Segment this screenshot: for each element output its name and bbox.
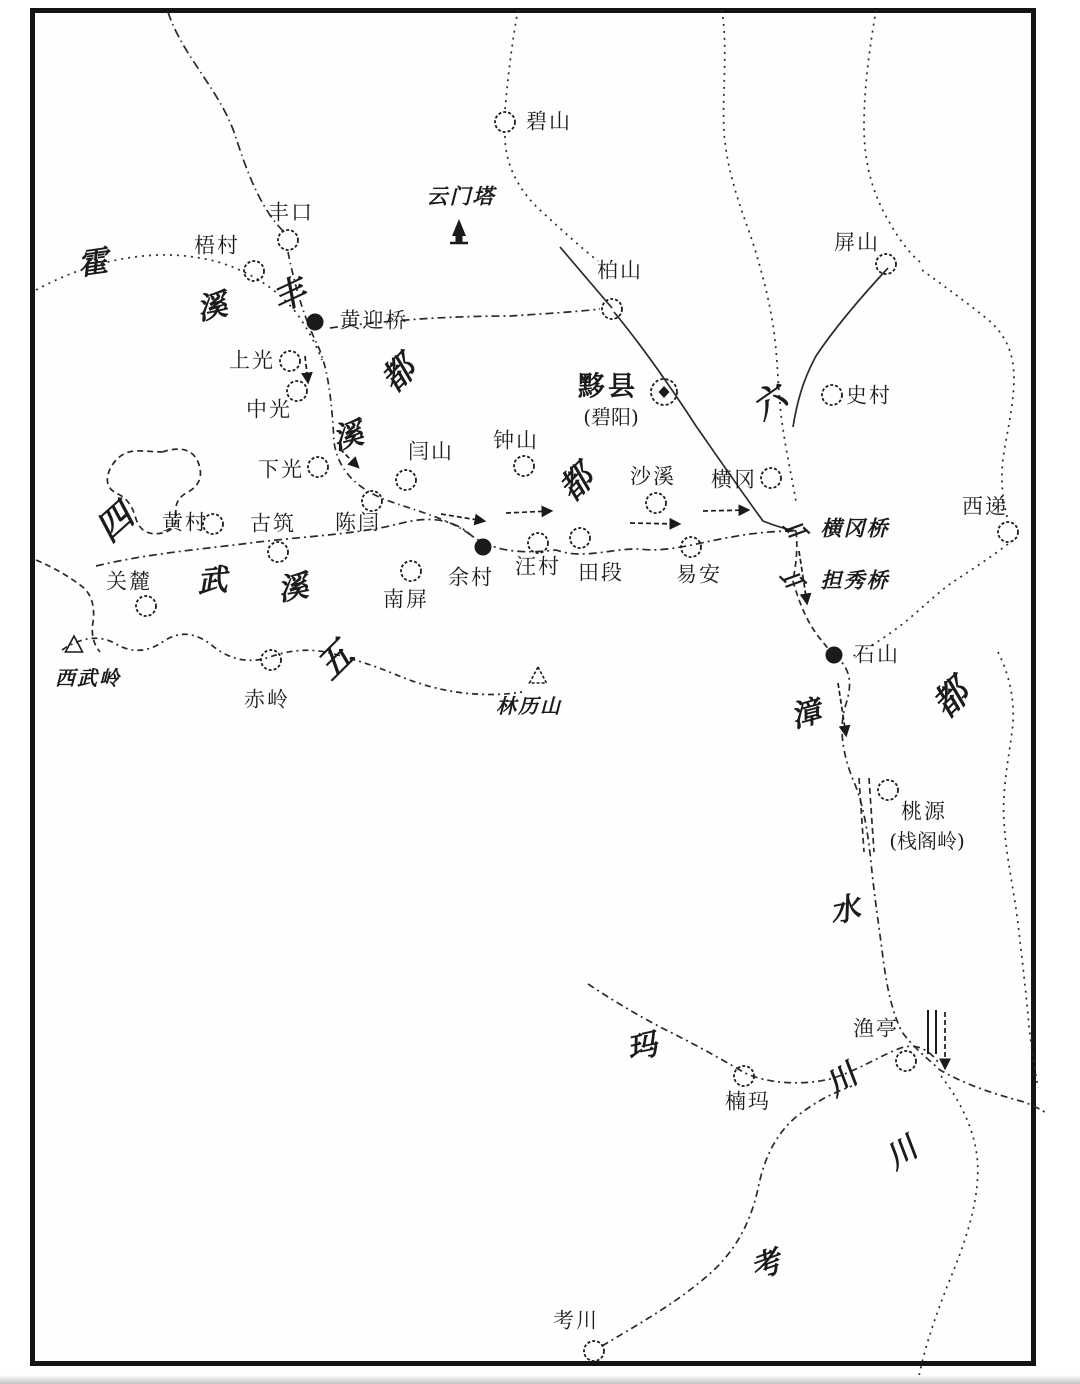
place-label: 石山 (854, 642, 900, 667)
river-district-label: 丰 (265, 270, 313, 320)
place-label: 南屏 (383, 587, 429, 612)
river-district-label: 考 (745, 1243, 786, 1288)
river-district-label: 川 (819, 1057, 865, 1104)
place-label: 碧山 (526, 109, 572, 134)
river-district-label: 五 (308, 634, 362, 688)
river-district-label: 六 (744, 376, 794, 428)
place-label: 考川 (553, 1308, 599, 1333)
place-label: (栈阁岭) (889, 829, 965, 853)
place-label: 古筑 (250, 511, 296, 536)
place-label: 钟山 (493, 428, 539, 453)
river-district-label: 漳 (786, 693, 825, 736)
place-label: 黟县 (578, 371, 638, 403)
river-district-label: 都 (550, 457, 602, 509)
place-label: 余村 (448, 565, 494, 590)
place-label: 易安 (676, 562, 722, 587)
place-label: 楠玛 (725, 1089, 771, 1114)
river-district-label: 川 (879, 1130, 925, 1177)
place-label: 闫山 (408, 439, 454, 464)
river-district-label: 溪 (275, 568, 311, 609)
scan-shadow (0, 1375, 1080, 1384)
place-label: 赤岭 (244, 687, 290, 712)
place-label: 沙溪 (630, 464, 676, 489)
river-district-label: 玛 (623, 1027, 661, 1068)
place-label: 陈闫 (335, 510, 381, 535)
river-district-label: 武 (195, 562, 229, 601)
place-label: 黄迎桥 (339, 308, 409, 333)
place-label: 黄村 (162, 510, 208, 535)
place-label: 汪村 (515, 554, 561, 579)
place-label: 屏山 (834, 230, 880, 255)
river-district-label: 四 (88, 496, 142, 550)
river-district-label: 霍 (75, 244, 111, 283)
place-label: 上光 (229, 348, 275, 373)
place-label: 横冈桥 (820, 515, 890, 541)
river-district-label: 都 (924, 672, 978, 726)
river-district-label: 溪 (193, 287, 231, 328)
place-label: 渔亭 (853, 1016, 899, 1041)
river-district-label: 都 (372, 348, 424, 400)
place-label: 柏山 (597, 258, 643, 283)
place-label: 林历山 (496, 694, 562, 718)
place-label: 西武岭 (55, 666, 121, 690)
place-label: 中光 (246, 397, 292, 422)
place-label: 桃源 (901, 799, 947, 824)
place-label: 下光 (258, 457, 304, 482)
river-district-label: 水 (826, 890, 864, 931)
place-label: 西递 (962, 494, 1008, 519)
place-label: (碧阳) (583, 405, 639, 429)
place-label: 丰口 (268, 200, 314, 225)
place-label: 史村 (846, 383, 892, 408)
place-label: 云门塔 (426, 183, 496, 209)
place-label: 田段 (578, 560, 624, 585)
place-label: 关麓 (106, 569, 152, 594)
river-district-label: 溪 (328, 415, 367, 458)
place-label: 梧村 (194, 233, 240, 258)
place-label: 横冈 (711, 467, 757, 492)
place-label: 担秀桥 (820, 567, 890, 593)
